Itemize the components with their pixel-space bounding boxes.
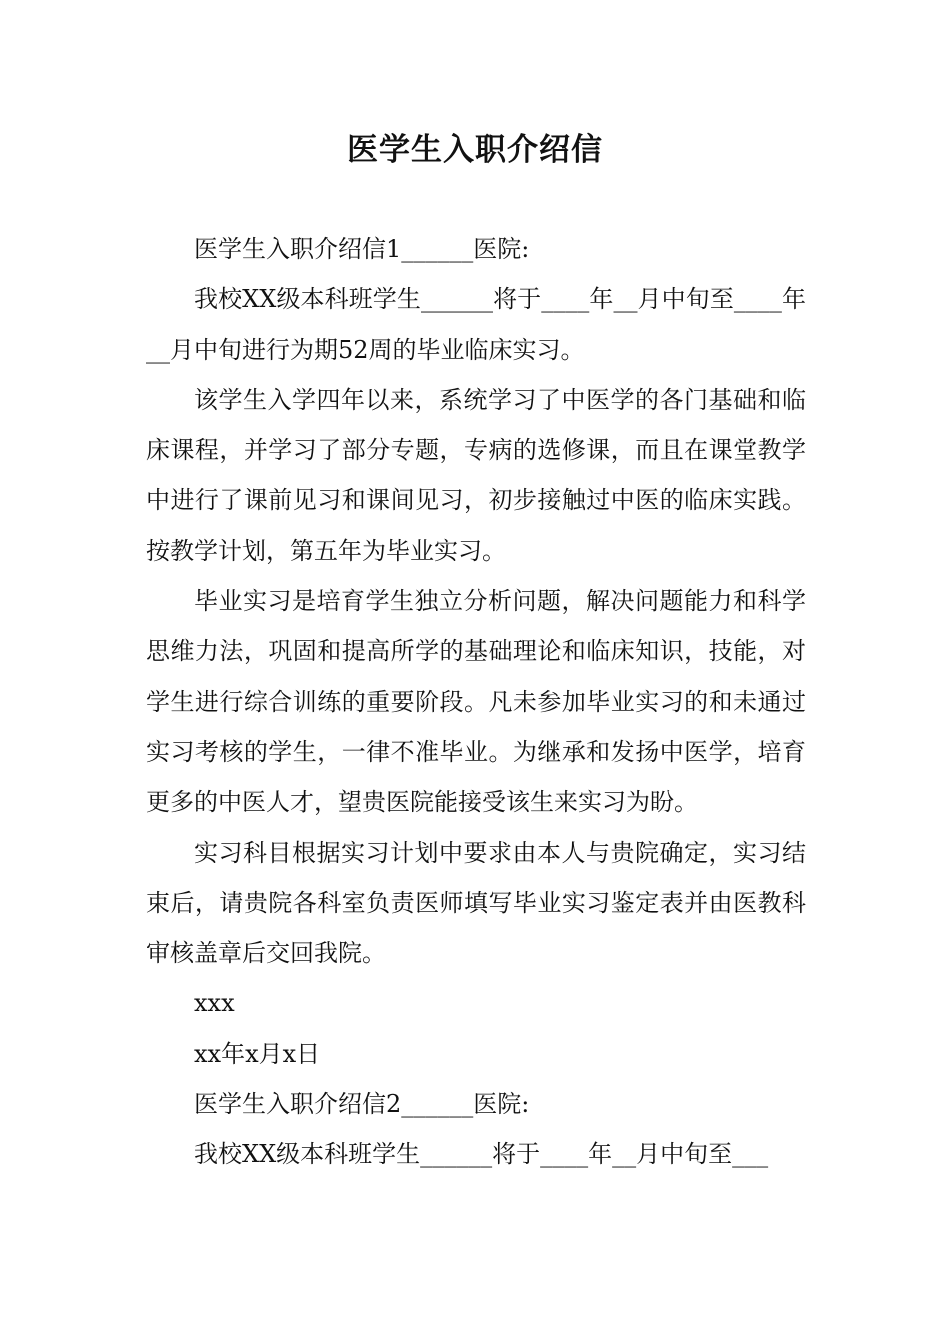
letter-2-intro-paragraph: 我校XX级本科班学生______将于____年__月中旬至___ (194, 1140, 769, 1169)
letter-2-heading: 医学生入职介绍信2______医院: (194, 1090, 530, 1119)
document-body (146, 224, 806, 1180)
letter-1-study-paragraph: 该学生入学四年以来，系统学习了中医学的各门基础和临床课程，并学习了部分专题，专病的选修课，而且在课堂教学中进行了课前见习和课间见习，初步接触过中医的临床实践。按教学计划，第五年为毕业实习。 (146, 385, 806, 565)
document-title: 医学生入职介绍信 (347, 132, 603, 168)
letter-1-subjects-paragraph: 实习科目根据实习计划中要求由本人与贵院确定，实习结束后，请贵院各科室负责医师填写毕业实习鉴定表并由医教科审核盖章后交回我院。 (146, 838, 806, 968)
letter-1-signature: xxx (194, 989, 235, 1018)
letter-1-heading: 医学生入职介绍信1______医院: (194, 235, 530, 263)
letter-1-intro-paragraph: 我校XX级本科班学生______将于____年__月中旬至____年__月中旬进行为期52周的毕业临床实习。 (146, 285, 806, 364)
letter-1-internship-paragraph: 毕业实习是培育学生独立分析问题，解决问题能力和科学思维力法，巩固和提高所学的基础理论和临床知识，技能，对学生进行综合训练的重要阶段。凡未参加毕业实习的和未通过实习考核的学生，一律不准毕业。为继承和发扬中医学，培育更多的中医人才，望贵医院能接受该生来实习为盼。 (146, 587, 806, 817)
letter-1-date: xx年x月x日 (194, 1039, 321, 1068)
